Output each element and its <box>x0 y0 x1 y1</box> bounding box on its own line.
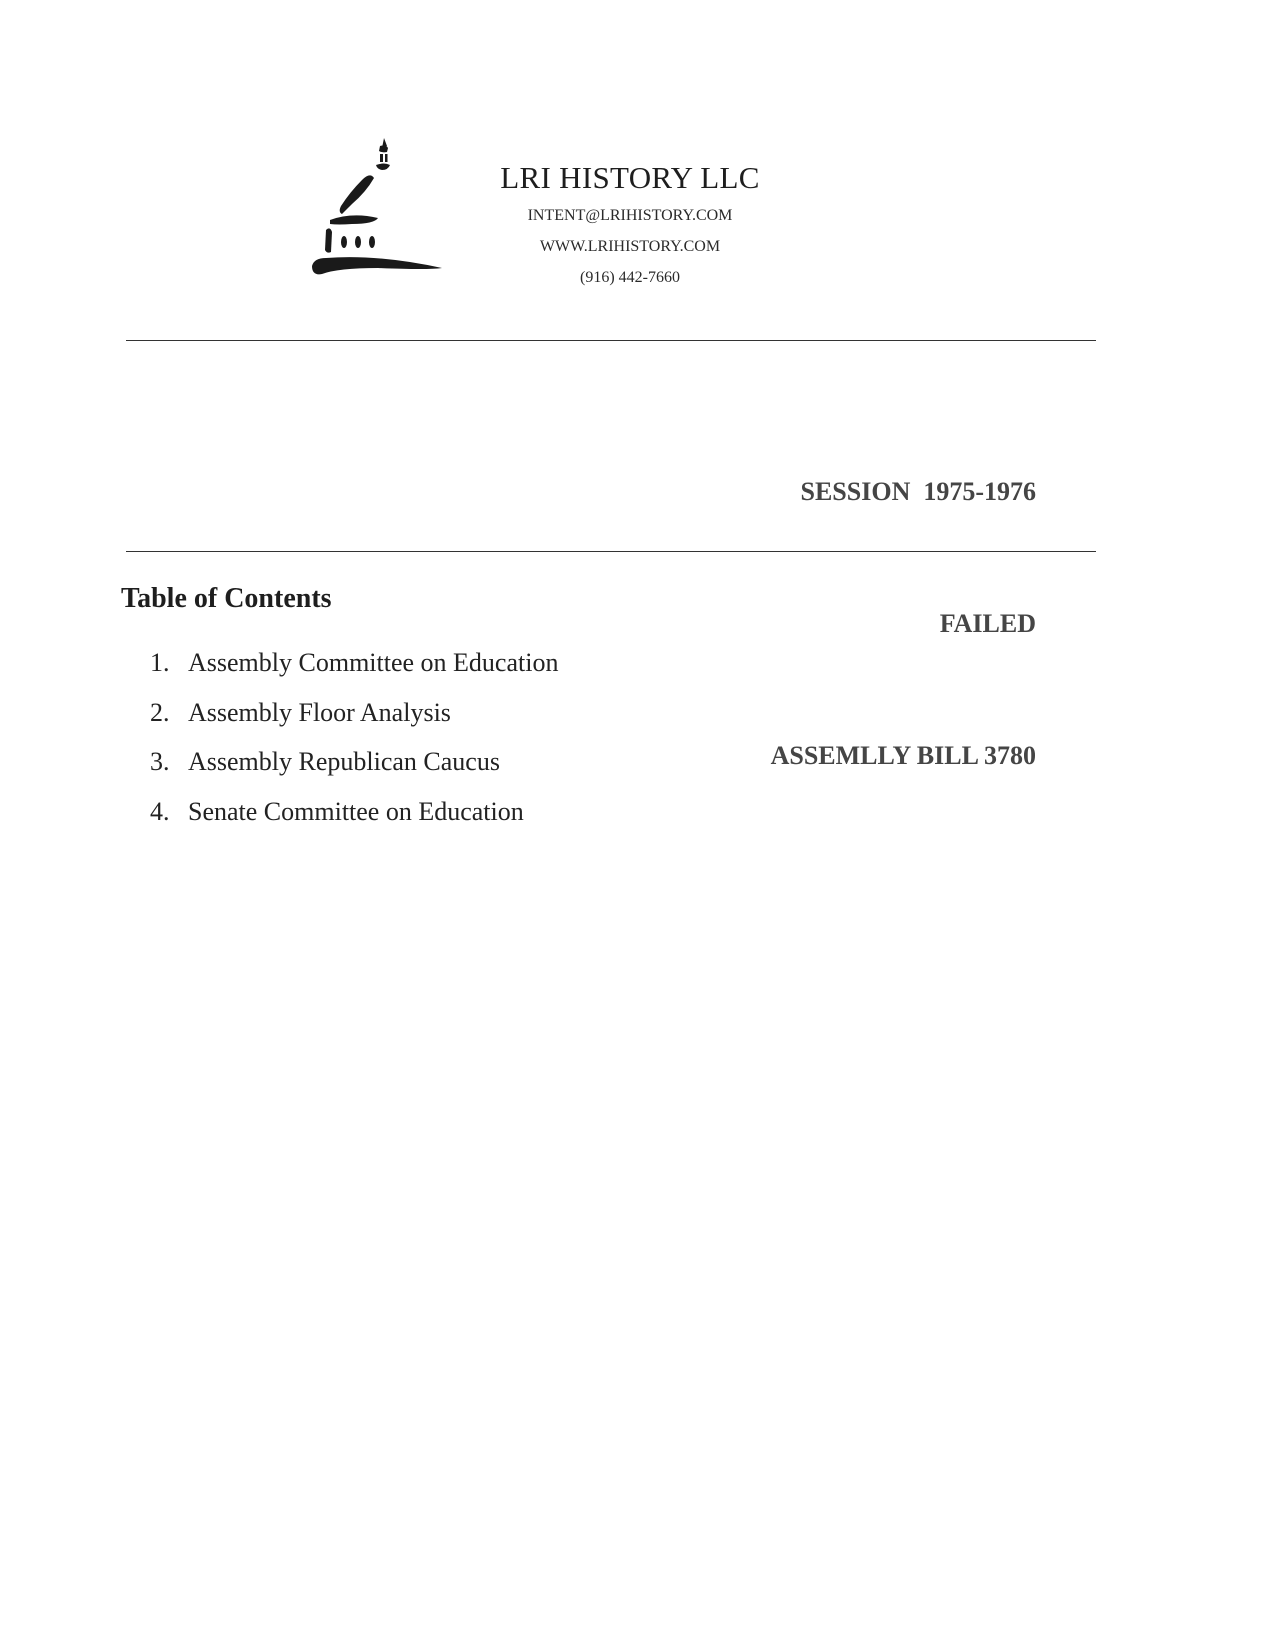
capitol-dome-icon <box>308 134 458 294</box>
bill-number-label: ASSEMLLY BILL 3780 <box>770 741 1036 770</box>
toc-item-label: Assembly Committee on Education <box>188 648 559 677</box>
top-divider <box>126 340 1096 341</box>
toc-item-label: Assembly Republican Caucus <box>188 747 500 776</box>
toc-item-label: Assembly Floor Analysis <box>188 697 451 727</box>
bill-info <box>771 382 1036 822</box>
company-phone: (916) 442-7660 <box>580 269 680 286</box>
toc-item[interactable] <box>150 648 558 698</box>
toc-list <box>150 648 558 846</box>
toc-item[interactable] <box>150 747 558 797</box>
bottom-divider <box>126 551 1096 552</box>
toc-item-number: 4. <box>150 796 170 826</box>
toc-heading: Table of Contents <box>121 583 332 614</box>
company-website: WWW.LRIHISTORY.COM <box>539 238 721 255</box>
toc-item-label: Senate Committee on Education <box>188 796 524 826</box>
company-email: INTENT@LRIHISTORY.COM <box>527 207 733 224</box>
company-name: LRI HISTORY LLC <box>500 160 760 195</box>
toc-item-number: 3. <box>150 747 170 776</box>
toc-item[interactable] <box>150 698 558 748</box>
toc-item-number: 2. <box>150 697 170 727</box>
company-header <box>460 160 800 293</box>
toc-item-number: 1. <box>150 648 170 677</box>
toc-item[interactable] <box>150 797 558 847</box>
session-label: SESSION 1975-1976 <box>800 477 1036 506</box>
status-label: FAILED <box>939 609 1036 638</box>
